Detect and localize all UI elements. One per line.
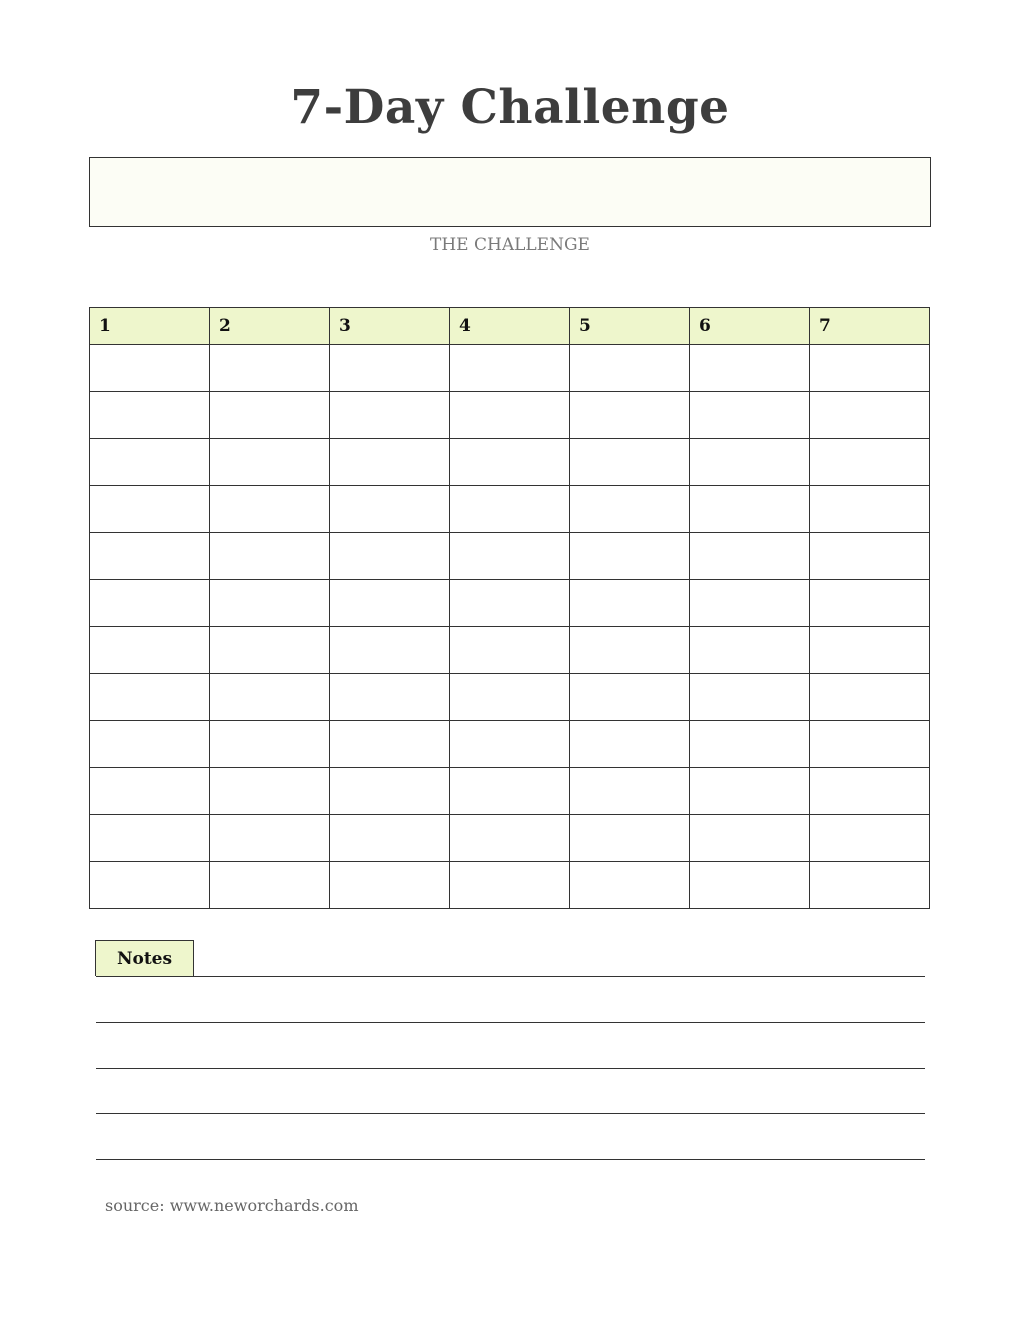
table-row <box>90 486 930 533</box>
page-title: 7-Day Challenge <box>290 80 730 135</box>
challenge-input-box[interactable] <box>89 157 931 227</box>
tracker-cell[interactable] <box>330 627 450 674</box>
tracker-cell[interactable] <box>450 768 570 815</box>
tracker-cell[interactable] <box>210 392 330 439</box>
tracker-cell[interactable] <box>810 862 930 909</box>
table-row <box>90 768 930 815</box>
table-row <box>90 721 930 768</box>
tracker-cell[interactable] <box>450 627 570 674</box>
tracker-cell[interactable] <box>90 721 210 768</box>
tracker-cell[interactable] <box>570 627 690 674</box>
tracker-cell[interactable] <box>210 580 330 627</box>
day-tracker-table <box>89 307 930 909</box>
tracker-cell[interactable] <box>330 486 450 533</box>
tracker-cell[interactable] <box>90 345 210 392</box>
tracker-cell[interactable] <box>450 580 570 627</box>
tracker-cell[interactable] <box>690 392 810 439</box>
tracker-cell[interactable] <box>570 862 690 909</box>
day-header-4: 4 <box>450 308 570 345</box>
tracker-cell[interactable] <box>210 439 330 486</box>
tracker-cell[interactable] <box>330 768 450 815</box>
tracker-cell[interactable] <box>330 345 450 392</box>
tracker-cell[interactable] <box>90 533 210 580</box>
tracker-cell[interactable] <box>450 533 570 580</box>
tracker-cell[interactable] <box>210 486 330 533</box>
tracker-cell[interactable] <box>450 345 570 392</box>
tracker-cell[interactable] <box>90 439 210 486</box>
table-row <box>90 392 930 439</box>
source-credit: source: www.neworchards.com <box>105 1196 359 1215</box>
tracker-cell[interactable] <box>810 721 930 768</box>
note-line[interactable] <box>96 1068 925 1069</box>
table-row <box>90 627 930 674</box>
tracker-cell[interactable] <box>570 439 690 486</box>
tracker-cell[interactable] <box>810 392 930 439</box>
tracker-cell[interactable] <box>330 392 450 439</box>
tracker-cell[interactable] <box>450 486 570 533</box>
tracker-cell[interactable] <box>810 345 930 392</box>
tracker-cell[interactable] <box>210 345 330 392</box>
tracker-cell[interactable] <box>330 674 450 721</box>
notes-label: Notes <box>95 940 194 976</box>
tracker-cell[interactable] <box>570 392 690 439</box>
tracker-cell[interactable] <box>90 862 210 909</box>
tracker-cell[interactable] <box>810 439 930 486</box>
tracker-cell[interactable] <box>90 674 210 721</box>
tracker-cell[interactable] <box>450 862 570 909</box>
tracker-cell[interactable] <box>570 674 690 721</box>
tracker-cell[interactable] <box>450 674 570 721</box>
tracker-cell[interactable] <box>810 768 930 815</box>
tracker-cell[interactable] <box>90 627 210 674</box>
tracker-cell[interactable] <box>690 674 810 721</box>
table-row <box>90 674 930 721</box>
tracker-cell[interactable] <box>90 580 210 627</box>
tracker-cell[interactable] <box>210 721 330 768</box>
tracker-cell[interactable] <box>810 815 930 862</box>
note-line[interactable] <box>96 976 925 977</box>
tracker-cell[interactable] <box>90 815 210 862</box>
tracker-cell[interactable] <box>570 815 690 862</box>
table-body <box>90 345 930 909</box>
tracker-cell[interactable] <box>690 580 810 627</box>
tracker-cell[interactable] <box>690 439 810 486</box>
tracker-cell[interactable] <box>570 345 690 392</box>
tracker-cell[interactable] <box>690 533 810 580</box>
tracker-cell[interactable] <box>450 392 570 439</box>
tracker-cell[interactable] <box>210 862 330 909</box>
table-row <box>90 815 930 862</box>
tracker-cell[interactable] <box>330 533 450 580</box>
tracker-cell[interactable] <box>570 721 690 768</box>
table-row <box>90 862 930 909</box>
table-row <box>90 580 930 627</box>
tracker-cell[interactable] <box>690 345 810 392</box>
day-header-3: 3 <box>330 308 450 345</box>
tracker-cell[interactable] <box>330 580 450 627</box>
tracker-cell[interactable] <box>330 815 450 862</box>
tracker-cell[interactable] <box>330 862 450 909</box>
tracker-cell[interactable] <box>330 439 450 486</box>
table-row <box>90 439 930 486</box>
table-row <box>90 533 930 580</box>
note-line[interactable] <box>96 1159 925 1160</box>
day-header-7: 7 <box>810 308 930 345</box>
tracker-cell[interactable] <box>570 580 690 627</box>
tracker-cell[interactable] <box>810 533 930 580</box>
note-line[interactable] <box>96 1022 925 1023</box>
tracker-cell[interactable] <box>690 486 810 533</box>
tracker-cell[interactable] <box>810 580 930 627</box>
tracker-cell[interactable] <box>450 721 570 768</box>
note-line[interactable] <box>96 1113 925 1114</box>
tracker-cell[interactable] <box>690 721 810 768</box>
day-header-2: 2 <box>210 308 330 345</box>
challenge-label: THE CHALLENGE <box>430 235 590 255</box>
tracker-cell[interactable] <box>690 627 810 674</box>
tracker-cell[interactable] <box>210 627 330 674</box>
tracker-cell[interactable] <box>690 862 810 909</box>
tracker-cell[interactable] <box>810 674 930 721</box>
tracker-cell[interactable] <box>810 486 930 533</box>
tracker-cell[interactable] <box>810 627 930 674</box>
tracker-cell[interactable] <box>570 768 690 815</box>
day-header-6: 6 <box>690 308 810 345</box>
day-header-5: 5 <box>570 308 690 345</box>
tracker-cell[interactable] <box>210 768 330 815</box>
tracker-cell[interactable] <box>90 392 210 439</box>
tracker-cell[interactable] <box>90 486 210 533</box>
tracker-cell[interactable] <box>570 486 690 533</box>
tracker-cell[interactable] <box>210 815 330 862</box>
tracker-cell[interactable] <box>690 815 810 862</box>
tracker-cell[interactable] <box>570 533 690 580</box>
table-header-row <box>90 308 930 345</box>
tracker-cell[interactable] <box>210 533 330 580</box>
tracker-cell[interactable] <box>690 768 810 815</box>
tracker-cell[interactable] <box>450 815 570 862</box>
tracker-cell[interactable] <box>450 439 570 486</box>
tracker-cell[interactable] <box>330 721 450 768</box>
tracker-cell[interactable] <box>90 768 210 815</box>
table-row <box>90 345 930 392</box>
day-header-1: 1 <box>90 308 210 345</box>
tracker-cell[interactable] <box>210 674 330 721</box>
